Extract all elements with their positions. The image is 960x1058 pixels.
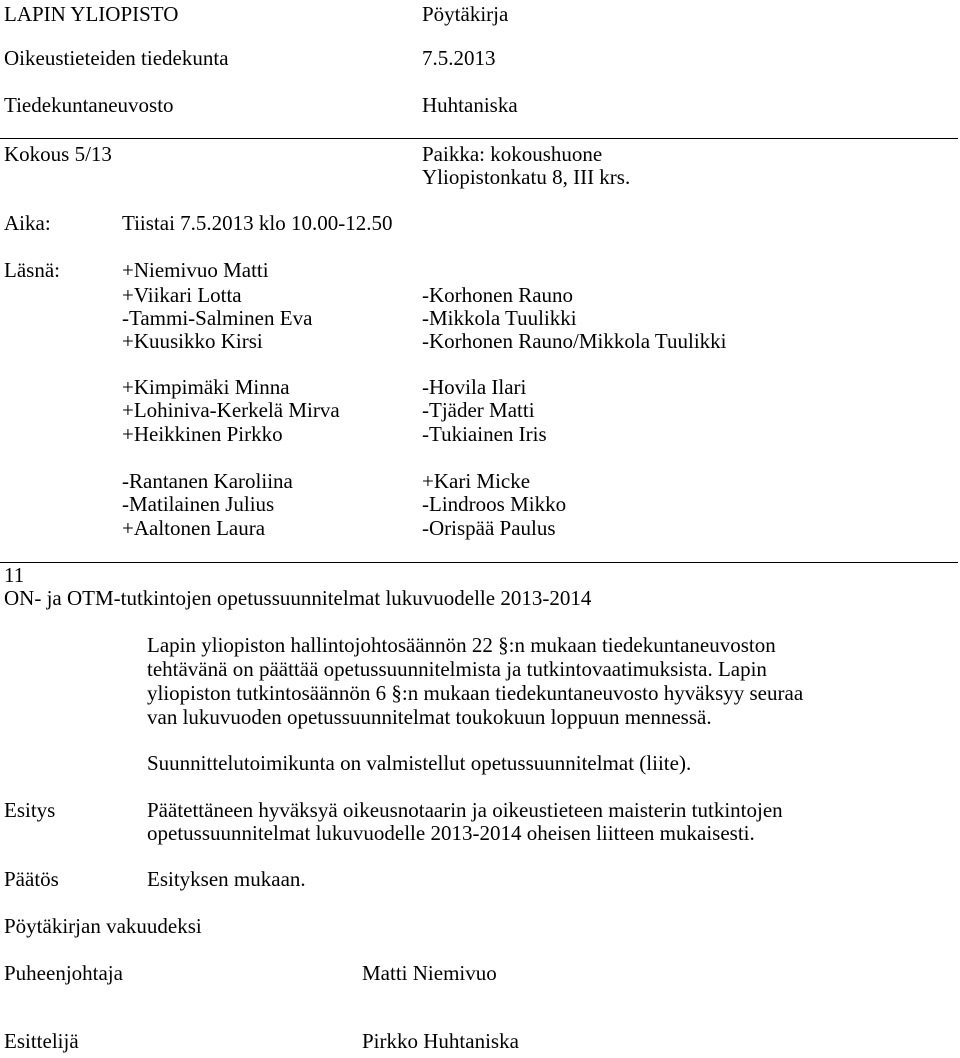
attendee-right: -Hovila Ilari	[422, 375, 527, 399]
decision-text: Esityksen mukaan.	[147, 867, 306, 891]
paragraph-line: Lapin yliopiston hallintojohtosäännön 22 §:n mukaan tiedekuntaneuvoston	[147, 633, 776, 657]
faculty-name: Oikeustieteiden tiedekunta	[4, 46, 229, 70]
item-number: 11	[4, 563, 25, 587]
attendee-left: +Kuusikko Kirsi	[122, 329, 263, 353]
preparation-paragraph: Suunnittelutoimikunta on valmistellut opetussuunnitelmat (liite).	[147, 751, 692, 775]
background-paragraph	[147, 633, 955, 729]
meeting-place-line-2: Yliopistonkatu 8, III krs.	[422, 165, 631, 189]
proposal-line: opetussuunnitelmat lukuvuodelle 2013-2014 oheisen liitteen mukaisesti.	[147, 821, 755, 845]
attendee-left: +Aaltonen Laura	[122, 516, 266, 540]
attendee-right: -Orispää Paulus	[422, 516, 556, 540]
chair-name: Matti Niemivuo	[362, 961, 497, 985]
attendee-right: -Lindroos Mikko	[422, 492, 567, 516]
signatures-heading: Pöytäkirjan vakuudeksi	[4, 914, 202, 938]
body-name: Tiedekuntaneuvosto	[4, 93, 174, 117]
paragraph-line: yliopiston tutkintosäännön 6 §:n mukaan tiedekuntaneuvosto hyväksyy seuraa	[147, 681, 804, 705]
attendee-left: +Lohiniva-Kerkelä Mirva	[122, 398, 340, 422]
attendee-right: +Kari Micke	[422, 469, 531, 493]
header-divider	[0, 138, 958, 139]
time-value: Tiistai 7.5.2013 klo 10.00-12.50	[122, 211, 393, 235]
meeting-place-line-1: Paikka: kokoushuone	[422, 142, 603, 166]
attendee-left: +Niemivuo Matti	[122, 258, 269, 282]
time-label: Aika:	[4, 211, 51, 235]
attendee-left: +Viikari Lotta	[122, 283, 242, 307]
attendee-left: +Heikkinen Pirkko	[122, 422, 283, 446]
item-divider	[0, 562, 958, 563]
attendee-left: -Tammi-Salminen Eva	[122, 306, 313, 330]
meeting-number: Kokous 5/13	[4, 142, 112, 166]
item-title: ON- ja OTM-tutkintojen opetussuunnitelmat lukuvuodelle 2013-2014	[4, 586, 592, 610]
presenter-label: Esittelijä	[4, 1029, 79, 1053]
presenter-name: Pirkko Huhtaniska	[362, 1029, 519, 1053]
chair-label: Puheenjohtaja	[4, 961, 123, 985]
paragraph-line: van lukuvuoden opetussuunnitelmat toukokuun loppuun mennessä.	[147, 705, 712, 729]
attendee-right: -Mikkola Tuulikki	[422, 306, 577, 330]
decision-label: Päätös	[4, 867, 59, 891]
paragraph-line: tehtävänä on päättää opetussuunnitelmista ja tutkintovaatimuksista. Lapin	[147, 657, 767, 681]
secretary-name: Huhtaniska	[422, 93, 518, 117]
attendee-left: -Matilainen Julius	[122, 492, 275, 516]
attendee-right: -Tjäder Matti	[422, 398, 535, 422]
proposal-label: Esitys	[4, 798, 56, 822]
attendee-right: -Korhonen Rauno	[422, 283, 574, 307]
meeting-date: 7.5.2013	[422, 46, 496, 70]
proposal-line: Päätettäneen hyväksyä oikeusnotaarin ja oikeustieteen maisterin tutkintojen	[147, 798, 783, 822]
attendee-right: -Tukiainen Iris	[422, 422, 547, 446]
attendance-label: Läsnä:	[4, 258, 60, 282]
attendee-left: -Rantanen Karoliina	[122, 469, 293, 493]
attendee-right: -Korhonen Rauno/Mikkola Tuulikki	[422, 329, 727, 353]
attendee-left: +Kimpimäki Minna	[122, 375, 290, 399]
document-type: Pöytäkirja	[422, 2, 509, 26]
institution-name: LAPIN YLIOPISTO	[4, 2, 179, 26]
